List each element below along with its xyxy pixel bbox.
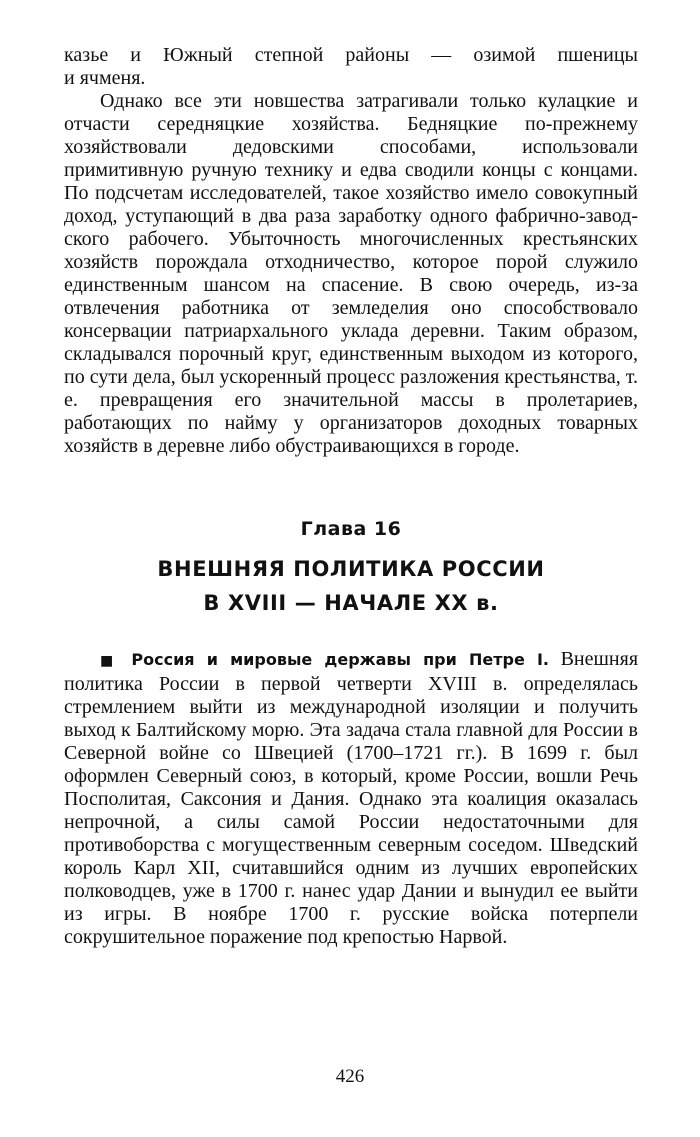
chapter-heading: [64, 518, 638, 620]
bullet-square-icon: ■: [100, 653, 120, 669]
chapter-title-line-1: ВНЕШНЯЯ ПОЛИТИКА РОССИИ: [157, 557, 545, 581]
top-paragraph: [64, 44, 638, 90]
section-heading: Россия и мировые державы при Петре I.: [131, 650, 549, 669]
page-body: [64, 44, 638, 949]
chapter-title-line-2: В XVIII — НАЧАЛЕ XX в.: [203, 591, 499, 615]
top-paragraph-line-1: казье и Южный степной районы — озимой пшеницы: [64, 44, 638, 66]
paragraph-two: Однако все эти новшества затрагивали только кулацкие и отчасти середняцкие хозяйства. Бедняцкие по-прежнему хозяйствовали дедовскими способами, использовали примитивную ручную технику и едва сводили концы с концами. По подсчетам исследователей, такое хозяйство имело совокупный доход, уступающий в два раза заработку одного фабрично-заводского рабочего. Убыточность многочисленных крестьянских хозяйств порождала отходничество, которое порой служило единственным шансом на спасение. В свою очередь, из-за отвлечения работника от земледелия оно способствовало консервации патриархального уклада деревни. Таким образом, складывался порочный круг, единственным выходом из которого, по сути дела, был ускоренный процесс разложения крестьянства, т. е. превращения его значительной массы в пролетариев, работающих по найму у организаторов доходных товарных хозяйств в деревне либо обустраивающихся в городе.: [64, 90, 638, 457]
section-paragraph: [64, 648, 638, 949]
chapter-label: Глава 16: [300, 518, 402, 540]
top-paragraph-line-2: и ячменя.: [64, 67, 146, 89]
page-number: 426: [335, 1066, 365, 1087]
section-text: Внешняя политика России в первой четверти XVIII в. определялась стремлением выйти из международной изоляции и получить выход к Балтийскому морю. Эта задача стала главной для России в Северной войне со Швецией (1700–1721 гг.). В 1699 г. был оформлен Северный союз, в который, кроме России, вошли Речь Посполитая, Саксония и Дания. Однако эта коалиция оказалась непрочной, а силы самой России недостаточными для противоборства с могущественным северным соседом. Шведский король Карл XII, считавшийся одним из лучших европейских полководцев, уже в 1700 г. нанес удар Дании и вынудил ее выйти из игры. В ноябре 1700 г. русские войска потерпели сокрушительное поражение под крепостью Нарвой.: [64, 648, 639, 948]
